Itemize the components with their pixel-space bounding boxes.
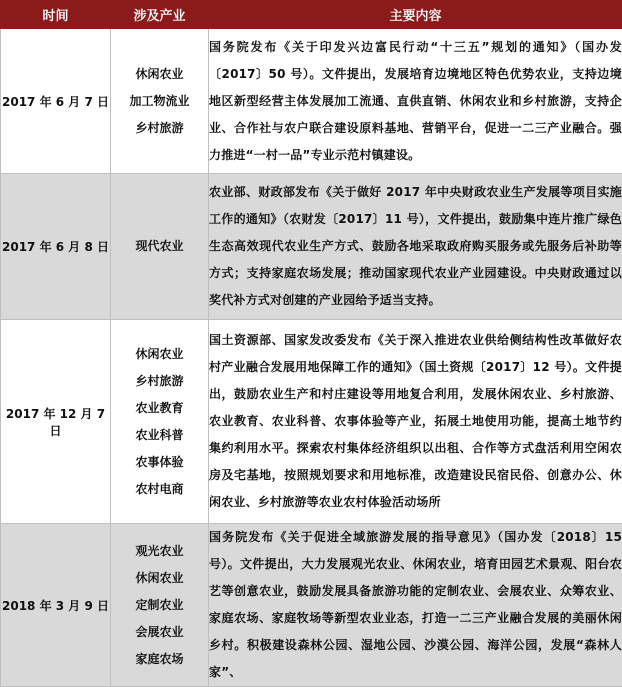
- industry-item: 休闲农业: [111, 61, 208, 88]
- industry-item: 农村电商: [111, 476, 208, 503]
- row-content: 农业部、财政部发布《关于做好 2017 年中央财政农业生产发展等项目实施工作的通知》（农财发〔2017〕11 号），文件提出，鼓励集中连片推广绿色生态高效现代农业生产方式、鼓励各地采取政府购买服务或先服务后补助等方式；支持家庭农场发展；推动国家现代农业产业园建设。中央财政通过以奖代补方式对创建的产业园给予适当支持。: [209, 174, 622, 320]
- row-industries: [111, 320, 209, 524]
- row-date: 2017 年 12 月 7 日: [1, 320, 111, 524]
- industry-item: 休闲农业: [111, 341, 208, 368]
- row-industries: [111, 524, 209, 687]
- table-row: [1, 29, 622, 174]
- industry-item: 定制农业: [111, 592, 208, 619]
- industry-item: 农事体验: [111, 449, 208, 476]
- row-industries: [111, 29, 209, 174]
- table-row: [1, 320, 622, 524]
- table-header-row: [1, 1, 622, 29]
- industry-item: 现代农业: [111, 233, 208, 260]
- row-content: 国土资源部、国家发改委发布《关于深入推进农业供给侧结构性改革做好农村产业融合发展用地保障工作的通知》（国土资规〔2017〕12 号）。文件提出，鼓励农业生产和村庄建设等用地复合利用，发展休闲农业、乡村旅游、农业教育、农业科普、农事体验等产业，拓展土地使用功能，提高土地节约集约利用水平。探索农村集体经济组织以出租、合作等方式盘活利用空闲农房及宅基地，按照规划要求和用地标准，改造建设民宿民俗、创意办公、休闲农业、乡村旅游等农业农村体验活动场所: [209, 320, 622, 524]
- industry-item: 观光农业: [111, 538, 208, 565]
- row-industries: [111, 174, 209, 320]
- header-content: 主要内容: [209, 1, 622, 29]
- industry-item: 家庭农场: [111, 646, 208, 673]
- industry-item: 加工物流业: [111, 88, 208, 115]
- row-date: 2017 年 6 月 8 日: [1, 174, 111, 320]
- header-industry: 涉及产业: [111, 1, 209, 29]
- industry-item: 会展农业: [111, 619, 208, 646]
- industry-item: 休闲农业: [111, 565, 208, 592]
- row-date: 2017 年 6 月 7 日: [1, 29, 111, 174]
- industry-item: 农业教育: [111, 395, 208, 422]
- industry-item: 乡村旅游: [111, 368, 208, 395]
- table-row: [1, 524, 622, 687]
- row-content: 国务院发布《关于促进全域旅游发展的指导意见》（国办发〔2018〕15 号）。文件提出，大力发展观光农业、休闲农业，培育田园艺术景观、阳台农艺等创意农业，鼓励发展具备旅游功能的定制农业、会展农业、众筹农业、家庭农场、家庭牧场等新型农业业态，打造一二三产业融合发展的美丽休闲乡村。积极建设森林公园、湿地公园、沙漠公园、海洋公园，发展“森林人家”、: [209, 524, 622, 687]
- table-row: [1, 174, 622, 320]
- header-time: 时间: [1, 1, 111, 29]
- industry-item: 农业科普: [111, 422, 208, 449]
- row-date: 2018 年 3 月 9 日: [1, 524, 111, 687]
- industry-item: 乡村旅游: [111, 115, 208, 142]
- row-content: 国务院发布《关于印发兴边富民行动“十三五”规划的通知》（国办发〔2017〕50 号）。文件提出，发展培育边境地区特色优势农业，支持边境地区新型经营主体发展加工流通、直供直销、休闲农业和乡村旅游，支持企业、合作社与农户联合建设原料基地、营销平台，促进一二三产业融合。强力推进“一村一品”专业示范村镇建设。: [209, 29, 622, 174]
